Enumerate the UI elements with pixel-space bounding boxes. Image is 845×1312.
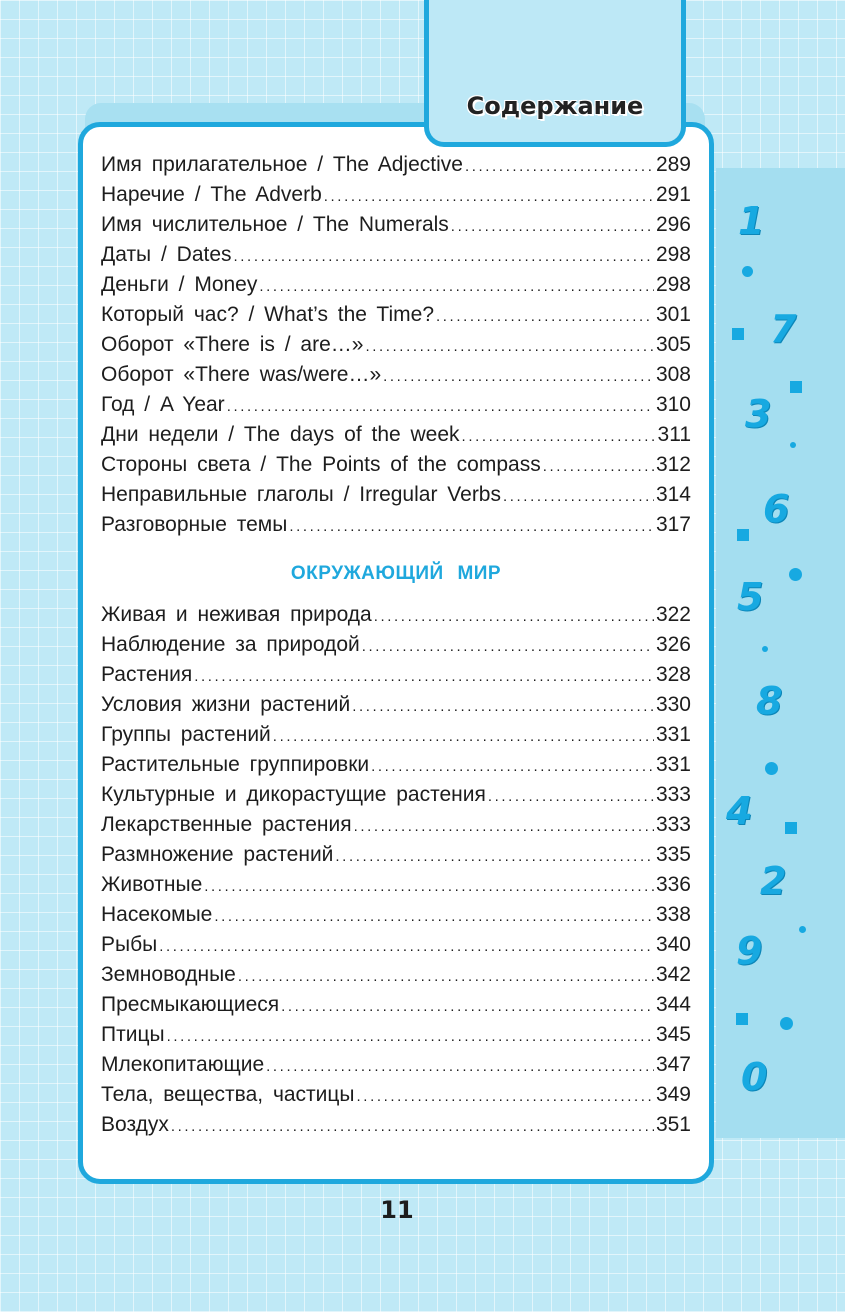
toc-entry-page: 308 xyxy=(655,363,691,386)
toc-entry-title: Даты / Dates xyxy=(101,243,232,266)
toc-entry xyxy=(101,630,691,660)
toc-entry xyxy=(101,330,691,360)
toc-leader-dots xyxy=(273,722,654,752)
toc-entry xyxy=(101,1110,691,1140)
toc-entry xyxy=(101,750,691,780)
toc-leader-dots xyxy=(171,1112,654,1142)
toc-leader-dots xyxy=(194,662,654,692)
toc-leader-dots xyxy=(357,1082,654,1112)
toc-entry xyxy=(101,810,691,840)
toc-entry-page: 328 xyxy=(655,663,691,686)
toc-entry-page: 342 xyxy=(655,963,691,986)
toc-leader-dots xyxy=(383,362,654,392)
toc-leader-dots xyxy=(488,782,654,812)
decor-digit: 0 xyxy=(741,1055,768,1099)
toc-entry-title: Размножение растений xyxy=(101,843,334,866)
toc-entry-title: Живая и неживая природа xyxy=(101,603,372,626)
toc-entry-page: 333 xyxy=(655,813,691,836)
toc-entry xyxy=(101,660,691,690)
toc-entry-page: 312 xyxy=(655,453,691,476)
toc-entry xyxy=(101,1050,691,1080)
toc-leader-dots xyxy=(324,182,654,212)
decor-dot xyxy=(789,568,802,581)
toc-entry xyxy=(101,900,691,930)
toc-entry-title: Млекопитающие xyxy=(101,1053,265,1076)
toc-entry-title: Условия жизни растений xyxy=(101,693,351,716)
toc-leader-dots xyxy=(289,512,654,542)
toc-leader-dots xyxy=(362,632,654,662)
toc-entry-page: 301 xyxy=(655,303,691,326)
toc-entry-title: Растения xyxy=(101,663,193,686)
toc-entry xyxy=(101,870,691,900)
decor-square xyxy=(790,381,802,393)
toc-leader-dots xyxy=(365,332,653,362)
toc-entry-title: Год / A Year xyxy=(101,393,225,416)
decor-digit: 2 xyxy=(760,859,787,903)
toc-entry-title: Земноводные xyxy=(101,963,236,986)
decor-square xyxy=(737,529,749,541)
toc-entry-title: Рыбы xyxy=(101,933,158,956)
toc-entry xyxy=(101,240,691,270)
toc-entry-page: 338 xyxy=(655,903,691,926)
toc-entry-title: Разговорные темы xyxy=(101,513,288,536)
toc-entry-page: 298 xyxy=(655,243,691,266)
toc-entry-title: Птицы xyxy=(101,1023,165,1046)
toc-entry xyxy=(101,210,691,240)
toc-entry-title: Пресмыкающиеся xyxy=(101,993,280,1016)
toc-entry-page: 305 xyxy=(655,333,691,356)
toc-entry-page: 298 xyxy=(655,273,691,296)
toc-entry xyxy=(101,780,691,810)
toc-entry xyxy=(101,360,691,390)
toc-entry-page: 296 xyxy=(655,213,691,236)
toc-entry xyxy=(101,990,691,1020)
decor-dot xyxy=(742,266,753,277)
toc-entry xyxy=(101,450,691,480)
toc-entry-title: Дни недели / The days of the week xyxy=(101,423,460,446)
decor-digit: 8 xyxy=(756,679,783,723)
toc-entry xyxy=(101,180,691,210)
toc-entry-title: Насекомые xyxy=(101,903,213,926)
toc-entry-page: 326 xyxy=(655,633,691,656)
toc-entry-page: 314 xyxy=(655,483,691,506)
toc-leader-dots xyxy=(227,392,654,422)
decor-dot xyxy=(790,442,796,448)
toc-leader-dots xyxy=(451,212,654,242)
toc-entry-title: Неправильные глаголы / Irregular Verbs xyxy=(101,483,501,506)
toc-entry xyxy=(101,720,691,750)
toc-entry-page: 310 xyxy=(655,393,691,416)
decor-dot xyxy=(780,1017,793,1030)
toc-entry-page: 349 xyxy=(655,1083,691,1106)
toc-entry-title: Наблюдение за природой xyxy=(101,633,360,656)
toc-leader-dots xyxy=(281,992,654,1022)
decor-digit: 5 xyxy=(737,575,764,619)
toc-entry-title: Который час? / What’s the Time? xyxy=(101,303,435,326)
toc-entry xyxy=(101,390,691,420)
toc-entry-page: 335 xyxy=(655,843,691,866)
toc-leader-dots xyxy=(204,872,654,902)
decor-digit: 1 xyxy=(738,199,765,243)
toc-leader-dots xyxy=(214,902,654,932)
toc-entry-title: Имя прилагательное / The Adjective xyxy=(101,153,463,176)
toc-leader-dots xyxy=(238,962,654,992)
toc-leader-dots xyxy=(374,602,654,632)
toc-entry xyxy=(101,690,691,720)
decor-square xyxy=(785,822,797,834)
toc-leader-dots xyxy=(167,1022,654,1052)
toc-entry-page: 322 xyxy=(655,603,691,626)
toc-english-list xyxy=(101,150,691,540)
page-number: 11 xyxy=(380,1196,414,1224)
toc-entry xyxy=(101,150,691,180)
toc-entry xyxy=(101,300,691,330)
toc-leader-dots xyxy=(354,812,654,842)
title-tab xyxy=(424,0,686,147)
toc-leader-dots xyxy=(335,842,654,872)
toc-entry-title: Деньги / Money xyxy=(101,273,258,296)
toc-entry xyxy=(101,1020,691,1050)
toc-entry xyxy=(101,960,691,990)
toc-leader-dots xyxy=(462,422,656,452)
toc-leader-dots xyxy=(371,752,654,782)
toc-entry-page: 344 xyxy=(655,993,691,1016)
toc-entry-title: Воздух xyxy=(101,1113,169,1136)
toc-entry-title: Лекарственные растения xyxy=(101,813,352,836)
decor-dot xyxy=(799,926,806,933)
toc-entry xyxy=(101,270,691,300)
toc-leader-dots xyxy=(259,272,654,302)
decor-dot xyxy=(765,762,778,775)
toc-entry-title: Наречие / The Adverb xyxy=(101,183,322,206)
toc-entry-title: Оборот «There was/were…» xyxy=(101,363,382,386)
toc-entry xyxy=(101,420,691,450)
toc-entry-page: 317 xyxy=(655,513,691,536)
toc-entry xyxy=(101,480,691,510)
toc-entry-page: 347 xyxy=(655,1053,691,1076)
toc-entry xyxy=(101,600,691,630)
decor-digit: 6 xyxy=(763,487,790,531)
toc-leader-dots xyxy=(436,302,654,332)
decor-dot xyxy=(762,646,768,652)
toc-entry-page: 340 xyxy=(655,933,691,956)
toc-entry-title: Группы растений xyxy=(101,723,271,746)
decor-digit: 7 xyxy=(770,307,797,351)
toc-leader-dots xyxy=(266,1052,654,1082)
toc-entry-title: Оборот «There is / are…» xyxy=(101,333,364,356)
section-heading: ОКРУЖАЮЩИЙ МИР xyxy=(290,563,502,584)
page-title: Содержание xyxy=(466,92,644,120)
toc-entry-title: Растительные группировки xyxy=(101,753,370,776)
toc-entry-page: 291 xyxy=(655,183,691,206)
toc-leader-dots xyxy=(234,242,654,272)
toc-entry-title: Стороны света / The Points of the compass xyxy=(101,453,541,476)
toc-entry-page: 331 xyxy=(655,723,691,746)
toc-world-list xyxy=(101,600,691,1140)
toc-entry-page: 336 xyxy=(655,873,691,896)
toc-entry-title: Животные xyxy=(101,873,203,896)
toc-entry xyxy=(101,930,691,960)
toc-leader-dots xyxy=(543,452,654,482)
decor-digit: 9 xyxy=(736,929,763,973)
toc-entry-page: 333 xyxy=(655,783,691,806)
toc-entry-page: 351 xyxy=(655,1113,691,1136)
toc-entry-title: Имя числительное / The Numerals xyxy=(101,213,449,236)
toc-entry-page: 331 xyxy=(655,753,691,776)
toc-entry xyxy=(101,1080,691,1110)
toc-leader-dots xyxy=(159,932,654,962)
toc-entry xyxy=(101,840,691,870)
toc-entry-title: Тела, вещества, частицы xyxy=(101,1083,355,1106)
toc-entry-title: Культурные и дикорастущие растения xyxy=(101,783,486,806)
toc-leader-dots xyxy=(503,482,654,512)
decor-square xyxy=(732,328,744,340)
toc-entry xyxy=(101,510,691,540)
decor-square xyxy=(736,1013,748,1025)
toc-leader-dots xyxy=(465,152,654,182)
toc-leader-dots xyxy=(352,692,654,722)
toc-entry-page: 345 xyxy=(655,1023,691,1046)
decor-digit: 3 xyxy=(745,392,772,436)
toc-entry-page: 311 xyxy=(657,423,691,446)
toc-entry-page: 289 xyxy=(655,153,691,176)
toc-entry-page: 330 xyxy=(655,693,691,716)
decor-digit: 4 xyxy=(726,789,753,833)
